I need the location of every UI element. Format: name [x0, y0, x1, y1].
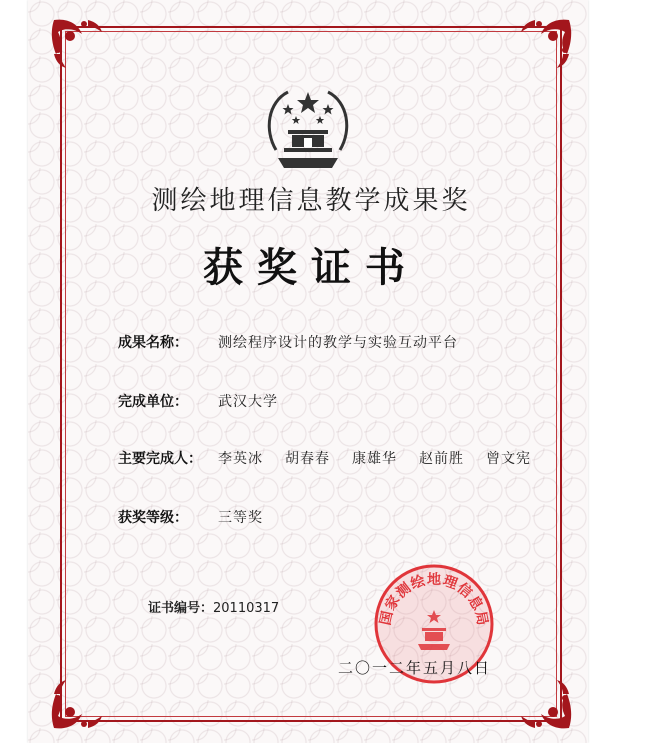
- people-label: 主要完成人：: [118, 451, 202, 467]
- corner-ornament-top-left: [48, 14, 118, 84]
- person-name: 赵前胜: [419, 451, 464, 467]
- level-label: 获奖等级：: [118, 510, 188, 526]
- corner-ornament-bottom-left: [48, 664, 118, 734]
- project-value: 测绘程序设计的教学与实验互动平台: [218, 335, 458, 351]
- certificate-number-value: 20110317: [213, 601, 280, 616]
- unit-label: 完成单位：: [118, 394, 188, 410]
- issue-date: 二〇一二年五月八日: [338, 659, 492, 677]
- certificate-title: 获奖证书: [203, 244, 419, 291]
- person-name: 胡春春: [285, 451, 330, 467]
- award-name: 测绘地理信息教学成果奖: [151, 186, 471, 216]
- project-row: [118, 332, 458, 352]
- people-row: [118, 448, 531, 468]
- unit-value: 武汉大学: [218, 394, 278, 410]
- person-name: 曾文宪: [486, 451, 531, 467]
- person-name: 康雄华: [352, 451, 397, 467]
- person-name: 李英冰: [218, 451, 263, 467]
- national-emblem-icon: [258, 80, 358, 176]
- level-row: [118, 507, 263, 527]
- level-value: 三等奖: [218, 510, 263, 526]
- unit-row: [118, 391, 278, 411]
- corner-ornament-top-right: [505, 14, 575, 84]
- people-list: [218, 448, 531, 468]
- project-label: 成果名称：: [118, 335, 188, 351]
- certificate-number-label: 证书编号：: [148, 601, 214, 616]
- certificate-number: [148, 597, 279, 616]
- seal-text: 国家测绘地理信息局: [377, 571, 491, 628]
- corner-ornament-bottom-right: [505, 664, 575, 734]
